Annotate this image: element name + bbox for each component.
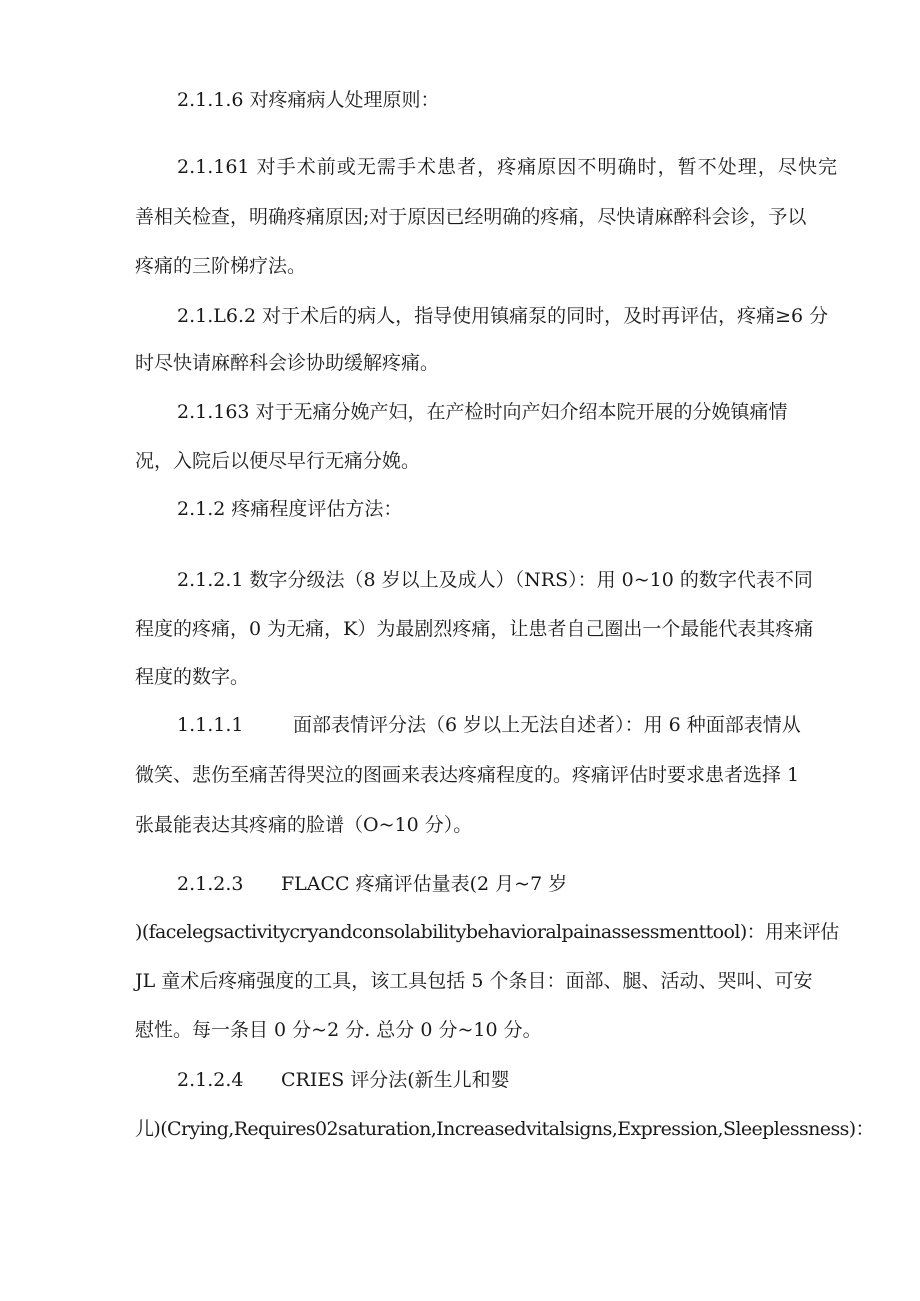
section-number: 2.1.2.4: [177, 1069, 244, 1091]
paragraph-line: 程度的数字。: [135, 666, 250, 688]
paragraph-line: 况，入院后以便尽早行无痛分娩。: [135, 450, 421, 472]
paragraph-line: 时尽快请麻醉科会诊协助缓解疼痛。: [135, 352, 440, 374]
paragraph-line: 程度的疼痛，0 为无痛，K）为最剧烈疼痛，让患者自己圈出一个最能代表其疼痛: [135, 618, 814, 640]
paragraph-line: JL 童术后疼痛强度的工具，该工具包括 5 个条目：面部、腿、活动、哭叫、可安: [135, 970, 813, 992]
paragraph-line: 2.1.163 对于无痛分娩产妇，在产检时向产妇介绍本院开展的分娩镇痛情: [177, 401, 788, 423]
paragraph-line: FLACC 疼痛评估量表(2 月~7 岁: [281, 873, 568, 895]
paragraph-line: 慰性。每一条目 0 分~2 分. 总分 0 分~10 分。: [135, 1019, 542, 1041]
heading-2-1-1-6: 2.1.1.6 对疼痛病人处理原则：: [177, 89, 440, 111]
paragraph-line: 2.1.L6.2 对于术后的病人，指导使用镇痛泵的同时，及时再评估，疼痛≥6 分: [177, 305, 829, 327]
section-number: 2.1.2.3: [177, 873, 244, 895]
paragraph-line: )(facelegsactivitycryandconsolabilitybehavioralpainassessmenttool)：用来评估: [135, 921, 839, 943]
heading-2-1-2: 2.1.2 疼痛程度评估方法：: [177, 498, 403, 520]
paragraph-line: 2.1.161 对手术前或无需手术患者，疼痛原因不明确时，暂不处理，尽快完: [177, 156, 837, 178]
paragraph-line: 面部表情评分法（6 岁以上无法自述者）：用 6 种面部表情从: [293, 714, 801, 736]
paragraph-line: CRIES 评分法(新生儿和婴: [281, 1069, 510, 1091]
section-number: 1.1.1.1: [177, 714, 244, 736]
paragraph-line: 张最能表达其疼痛的脸谱（O~10 分）。: [135, 814, 473, 836]
paragraph-line: 儿)(Crying,Requires02saturation,Increasedvitalsigns,Expression,Sleeplessness)：: [135, 1118, 874, 1140]
paragraph-line: 微笑、悲伤至痛苦得哭泣的图画来表达疼痛程度的。疼痛评估时要求患者选择 1: [135, 764, 800, 786]
paragraph-line: 疼痛的三阶梯疗法。: [135, 255, 307, 277]
paragraph-line: 2.1.2.1 数字分级法（8 岁以上及成人）（NRS）：用 0~10 的数字代表不同: [177, 569, 813, 591]
paragraph-line: 善相关检查，明确疼痛原因;对于原因已经明确的疼痛，尽快请麻醉科会诊，予以: [135, 206, 807, 228]
